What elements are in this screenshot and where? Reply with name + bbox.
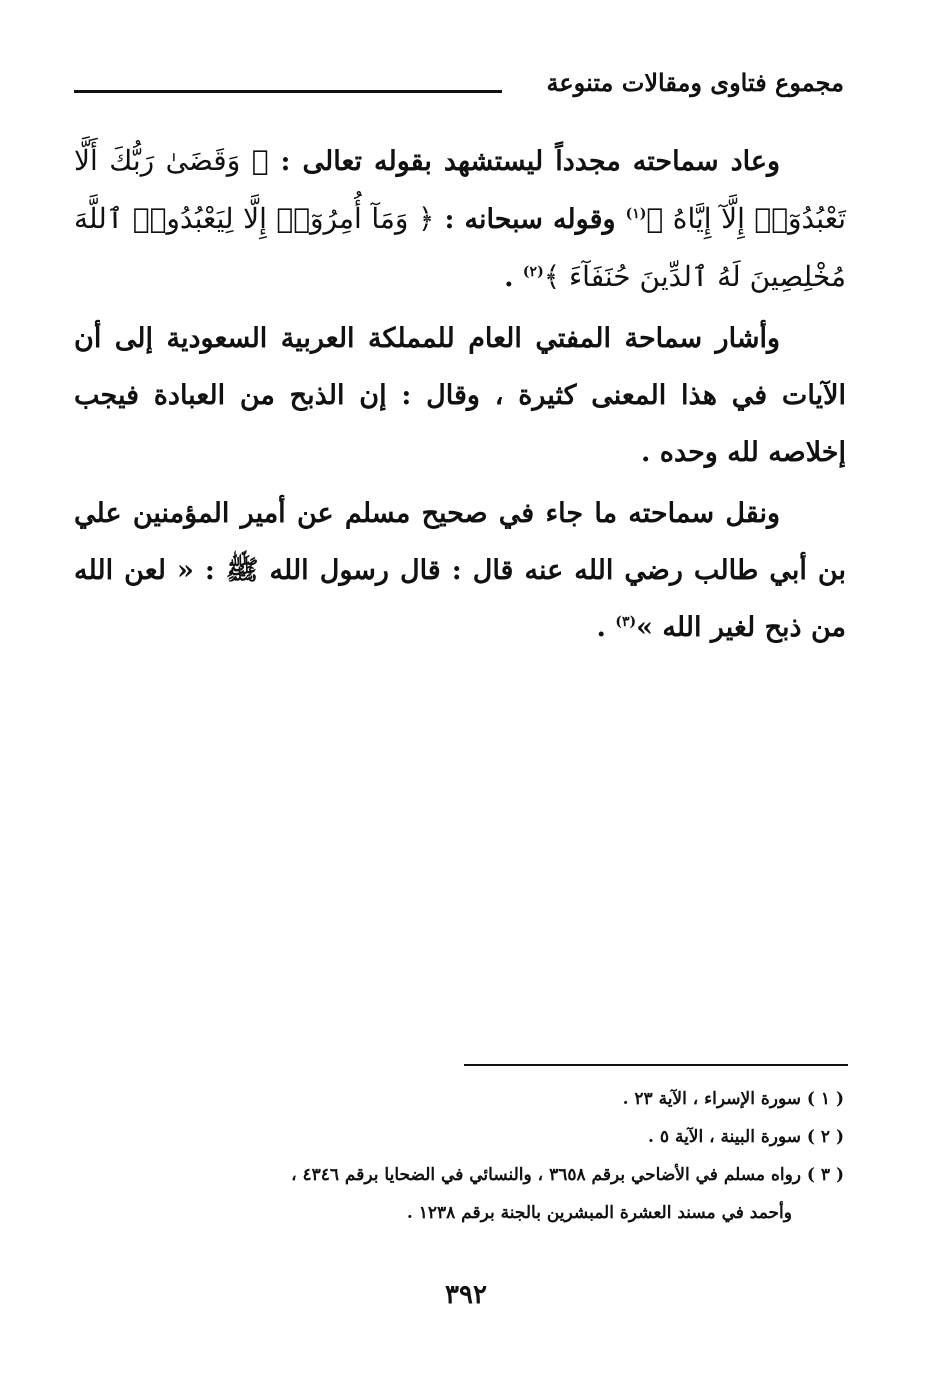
quran-verse-1: ﴿ وَقَضَىٰ رَبُّكَ أَلَّا تَعْبُدُوٓا۟ إِلَّآ إِيَّاهُ ﴾ [74,144,847,235]
footnote-ref-1[interactable]: (١) [625,206,647,222]
paragraph-1-intro: وعاد سماحته مجدداً ليستشهد بقوله تعالى : [268,146,780,177]
paragraph-3 [74,485,846,656]
book-title: مجموع فتاوى ومقالات متنوعة [546,68,844,97]
footnote-1: ( ١ ) سورة الإسراء ، الآية ٢٣ . [622,1089,844,1109]
footnote-3: ( ٣ ) رواه مسلم في الأضاحي برقم ٣٦٥٨ ، والنسائي في الضحايا برقم ٤٣٤٦ ، [291,1165,844,1185]
footnote-ref-2[interactable]: (٢) [522,264,544,280]
paragraph-1-end: . [504,262,523,293]
paragraph-1-middle: وقوله سبحانه : [434,204,626,235]
footnote-3-continuation: وأحمد في مسند العشرة المبشرين بالجنة برقم ١٢٣٨ . [406,1203,792,1223]
running-header [74,66,844,106]
footnotes [240,1080,844,1232]
paragraph-1 [74,132,846,306]
footnote-separator [464,1064,848,1066]
paragraph-3-end: . [596,612,616,643]
paragraph-2 [74,310,846,481]
body-text [74,132,846,660]
quran-verse-2: ﴿ وَمَآ أُمِرُوٓا۟ إِلَّا لِيَعْبُدُوا۟ ٱللَّهَ مُخْلِصِينَ لَهُ ٱلدِّينَ حُنَفَآءَ ﴾ [74,202,846,293]
paragraph-3-intro: ونقل سماحته ما جاء في صحيح مسلم عن أمير المؤمنين علي بن أبي طالب رضي الله عنه قال : قال رسول الله ﷺ : [74,498,846,586]
page-number: ٣٩٢ [445,1280,487,1310]
header-rule [74,90,502,93]
hadith-quote: « لعن الله من ذبح لغير الله » [74,555,846,643]
paragraph-2-text: وأشار سماحة المفتي العام للمملكة العربية السعودية إلى أن الآيات في هذا المعنى كثيرة ، وقال : إن الذبح من العبادة فيجب إخلاصه لله وحده . [74,323,846,468]
footnote-ref-3[interactable]: (٣) [615,614,637,630]
footnote-2: ( ٢ ) سورة البينة ، الآية ٥ . [648,1127,844,1147]
